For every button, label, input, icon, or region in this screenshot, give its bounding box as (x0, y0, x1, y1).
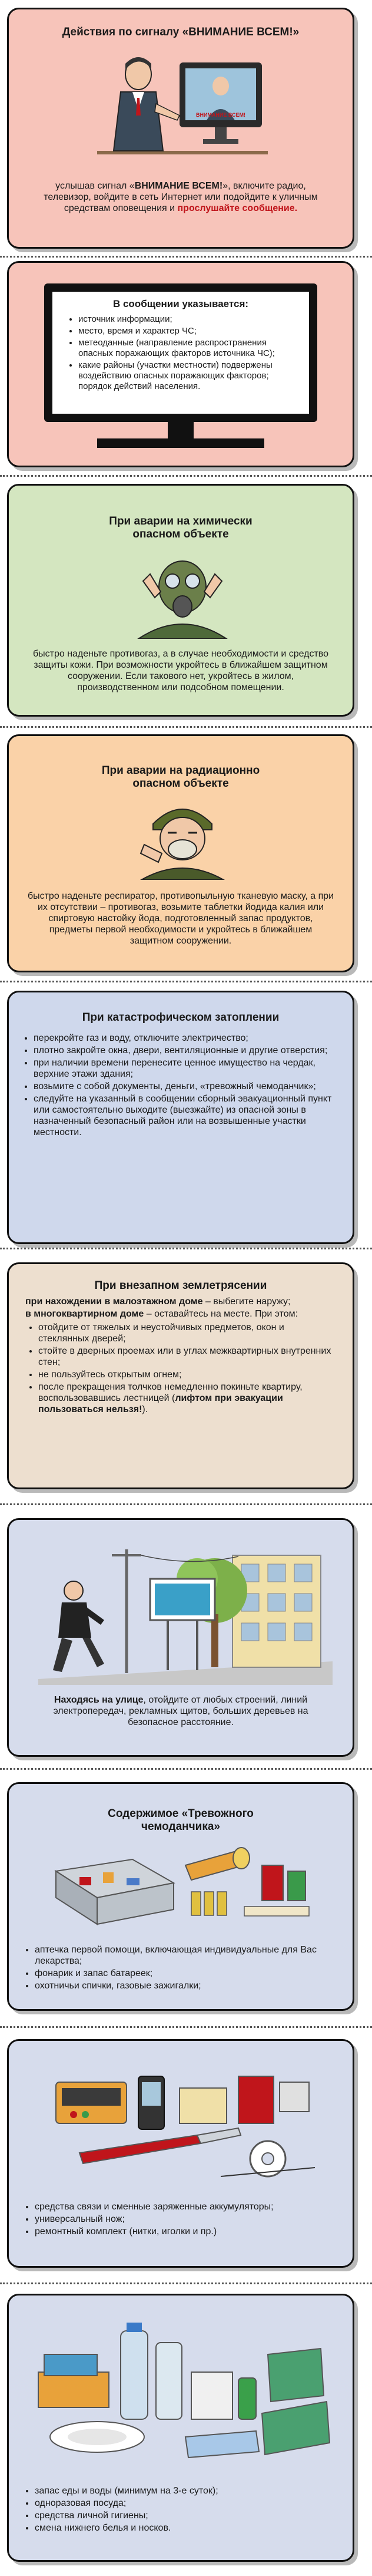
divider (0, 1768, 372, 1770)
tv-screen (52, 292, 309, 414)
tv-stand (168, 422, 194, 440)
tools-illustration (44, 2064, 321, 2188)
respirator-person-illustration (132, 797, 232, 880)
card-emergency-kit-1 (7, 1782, 354, 2011)
card-message-contents (7, 261, 354, 467)
man-watching-tv-illustration (97, 51, 268, 163)
kit-items-illustration (44, 1842, 321, 1930)
list-item: • отойдите от тяжелых и неустойчивых предметов, окон и стеклянных дверей; (38, 1322, 335, 1344)
flood-items (21, 1033, 335, 1139)
divider (0, 256, 372, 258)
list-item: • универсальный нож; (35, 2214, 338, 2225)
kit-items-list-1 (22, 1944, 335, 1993)
list-item: • средства личной гигиены; (35, 2510, 335, 2521)
emergency-kit-title: Содержимое «Тревожного чемоданчика» (108, 1808, 254, 1833)
card-flood (7, 991, 354, 1244)
list-item: • при наличии времени перенесите ценное имущество на чердак, верхние этажи здания; (34, 1057, 335, 1080)
list-item: • стойте в дверных проемах или в углах межквартирных внутренних стен; (38, 1345, 335, 1368)
card-earthquake (7, 1262, 354, 1489)
list-item: • запас еды и воды (минимум на 3-е суток); (35, 2485, 335, 2496)
divider (0, 2026, 372, 2028)
low-rise-instruction: при нахождении в малоэтажном доме – выбегите наружу; (25, 1297, 291, 1307)
list-item: • возьмите с собой документы, деньги, «тревожный чемоданчик»; (34, 1081, 335, 1092)
tv-base (97, 438, 264, 448)
list-item: • после прекращения толчков немедленно покиньте квартиру, воспользовавшись лестницей (лифтом при эвакуации пользоваться нельзя!). (38, 1381, 335, 1415)
list-item: • одноразовая посуда; (35, 2498, 335, 2509)
list-item: • следуйте на указанный в сообщении сборный эвакуационный пункт или самостоятельно выходите (выезжайте) из опасной зоны в назначенный безопасный район или на возвышенные участки местности. (34, 1093, 335, 1138)
card-signal-attention (7, 8, 354, 249)
divider (0, 726, 372, 728)
list-item: • источник информации; (78, 314, 300, 325)
radiation-title: При аварии на радиационно опасном объекте (101, 764, 260, 790)
list-item: • аптечка первой помощи, включающая индивидуальные для Вас лекарства; (35, 1944, 335, 1967)
list-item: • место, время и характер ЧС; (78, 326, 300, 337)
signal-text: услышав сигнал «ВНИМАНИЕ ВСЕМ!», включите радио, телевизор, войдите в сеть Интернет или подойдите к уличным средствам оповещения и прослушайте сообщение. (44, 181, 318, 213)
message-items (65, 314, 300, 392)
card-emergency-kit-3 (7, 2294, 354, 2562)
list-item: • смена нижнего белья и носков. (35, 2522, 335, 2534)
earthquake-title: При внезапном землетрясении (94, 1279, 267, 1292)
street-text: Находясь на улице, отойдите от любых строений, линий электропередач, рекламных щитов, больших деревьев на безопасное расстояние. (53, 1695, 308, 1727)
radiation-text: быстро наденьте респиратор, противопыльную тканевую маску, а при их отсутствии – противогаз, возьмите таблетки йодида калия или спиртовую настойку йода, подготовленный запас продуктов, предметы первой необходимости и укройтесь в ближайшем защитном сооружении. (27, 891, 334, 946)
list-item: • средства связи и сменные заряженные аккумуляторы; (35, 2201, 338, 2212)
listen-message-highlight: прослушайте сообщение. (177, 203, 298, 213)
earthquake-text (25, 1296, 335, 1416)
list-item: • метеоданные (направление распространения опасных поражающих факторов источника ЧС); (78, 338, 300, 359)
chemical-text: быстро наденьте противогаз, а в случае необходимости и средство защиты кожи. При возможности укройтесь в ближайшем защитном сооружении. Если такового нет, укройтесь в жилом, производственном или подсобном помещении. (32, 649, 329, 692)
kit-items-list-2 (22, 2201, 338, 2238)
list-item: • охотничьи спички, газовые зажигалки; (35, 1980, 335, 1991)
list-item: • плотно закройте окна, двери, вентиляционные и другие отверстия; (34, 1045, 335, 1056)
card-on-street (7, 1518, 354, 1757)
list-item: • какие районы (участки местности) подвержены воздействию опасных поражающих факторов; порядок действий населения. (78, 360, 300, 392)
tv-caption: ВНИМАНИЕ ВСЕМ! (195, 112, 246, 118)
divider (0, 2283, 372, 2284)
earthquake-items (25, 1322, 335, 1415)
divider (0, 1248, 372, 1249)
tv-screen-frame (44, 283, 317, 422)
divider (0, 475, 372, 477)
gas-mask-person-illustration (127, 550, 238, 639)
card-emergency-kit-2 (7, 2039, 354, 2268)
message-title: В сообщении указывается: (112, 298, 249, 309)
flood-title: При катастрофическом затоплении (82, 1011, 280, 1024)
list-item: • фонарик и запас батареек; (35, 1968, 335, 1979)
street-scene-illustration (38, 1543, 333, 1685)
card-chemical-accident (7, 484, 354, 717)
high-rise-instruction: в многоквартирном доме – оставайтесь на месте. При этом: (25, 1309, 298, 1319)
signal-title: Действия по сигналу «ВНИМАНИЕ ВСЕМ!» (62, 26, 300, 38)
list-item: • ремонтный комплект (нитки, иголки и пр.) (35, 2226, 338, 2237)
chemical-title: При аварии на химически опасном объекте (109, 515, 253, 540)
card-radiation-accident (7, 734, 354, 972)
food-hygiene-illustration (32, 2319, 333, 2466)
divider (0, 1503, 372, 1505)
list-item: • перекройте газ и воду, отключите электричество; (34, 1033, 335, 1044)
kit-items-list-3 (22, 2485, 335, 2535)
list-item: • не пользуйтесь открытым огнем; (38, 1369, 335, 1380)
divider (0, 981, 372, 982)
